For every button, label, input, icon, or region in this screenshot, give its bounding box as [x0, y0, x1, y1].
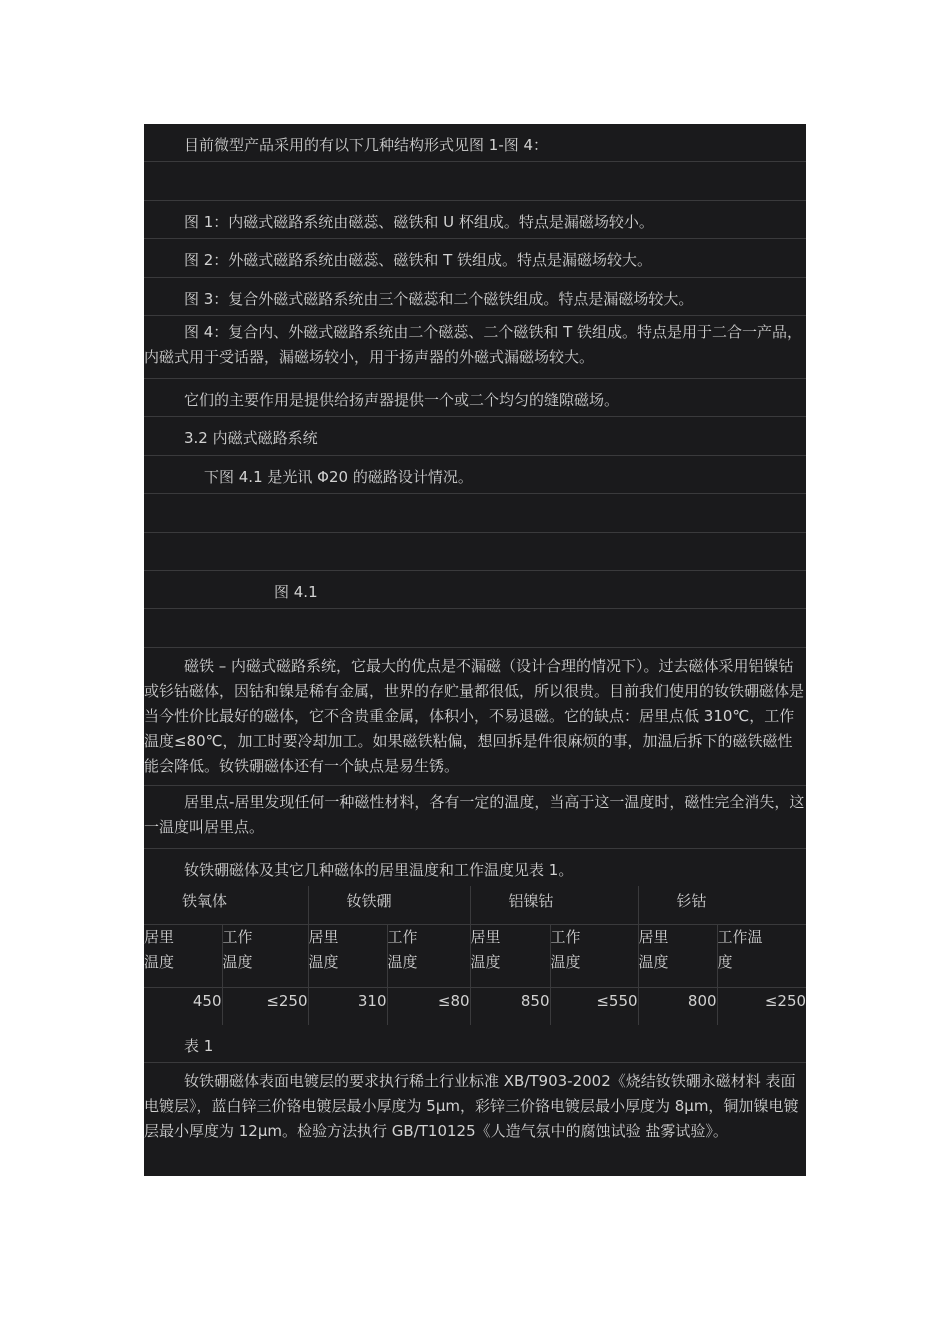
paragraph-fig2: 图 2：外磁式磁路系统由磁蕊、磁铁和 T 铁组成。特点是漏磁场较大。 [144, 239, 806, 277]
table-cell-value: 310 [308, 987, 387, 1025]
table-cell-value: ≤550 [550, 987, 638, 1025]
blank-row [144, 609, 806, 647]
content-block-table [144, 886, 806, 1176]
curie-temp-header: 居里 温度 [470, 924, 550, 987]
paragraph-function: 它们的主要作用是提供给扬声器提供一个或二个均匀的缝隙磁场。 [144, 379, 806, 417]
paragraph-figure-ref: 下图 4.1 是光讯 Φ20 的磁路设计情况。 [144, 456, 806, 494]
content-block-top [144, 124, 806, 887]
work-temp-header: 工作温 度 [717, 924, 806, 987]
table-cell-value: 850 [470, 987, 550, 1025]
curie-temp-header: 居里 温度 [638, 924, 717, 987]
curie-temp-header: 居里 温度 [308, 924, 387, 987]
paragraph-fig3: 图 3：复合外磁式磁路系统由三个磁蕊和二个磁铁组成。特点是漏磁场较大。 [144, 278, 806, 316]
blank-row [144, 494, 806, 532]
blank-row [144, 162, 806, 200]
paragraph-fig1: 图 1：内磁式磁路系统由磁蕊、磁铁和 U 杯组成。特点是漏磁场较小。 [144, 201, 806, 239]
table-cell-value: 450 [144, 987, 222, 1025]
figure-caption: 图 4.1 [144, 571, 806, 609]
table-cell-value: ≤250 [764, 991, 807, 1010]
table-caption: 表 1 [144, 1025, 806, 1063]
paragraph-intro: 目前微型产品采用的有以下几种结构形式见图 1-图 4： [144, 124, 806, 162]
paragraph-curie: 居里点-居里发现任何一种磁性材料，各有一定的温度，当高于这一温度时，磁性完全消失，这一温度叫居里点。 [144, 786, 806, 849]
section-heading-3-2: 3.2 内磁式磁路系统 [144, 417, 806, 455]
paragraph-plating: 钕铁硼磁体表面电镀层的要求执行稀土行业标准 XB/T903-2002《烧结钕铁硼永磁材料 表面电镀层》，蓝白锌三价铬电镀层最小厚度为 5μm，彩锌三价铬电镀层最小厚度为 8μm，铜加镍电镀层最小厚度为 12μm。检验方法执行 GB/T10125《人造气氛中的腐蚀试验 盐雾试验》。 [144, 1072, 799, 1141]
table-cell-value: 800 [638, 987, 717, 1025]
paragraph-fig4: 图 4：复合内、外磁式磁路系统由二个磁蕊、二个磁铁和 T 铁组成。特点是用于二合一产品，内磁式用于受话器，漏磁场较小，用于扬声器的外磁式漏磁场较大。 [144, 316, 806, 379]
blank-row [144, 533, 806, 571]
table-cell-value: ≤80 [387, 987, 470, 1025]
material-header-alnico: 铝镍钴 [470, 886, 638, 924]
work-temp-header: 工作 温度 [222, 924, 308, 987]
table-cell-value: ≤250 [222, 987, 308, 1025]
work-temp-header: 工作 温度 [550, 924, 638, 987]
curie-temp-header: 居里 温度 [144, 924, 222, 987]
temperature-table [144, 886, 806, 1025]
paragraph-magnet: 磁铁 – 内磁式磁路系统，它最大的优点是不漏磁（设计合理的情况下）。过去磁体采用铝镍钴或钐钴磁体，因钴和镍是稀有金属，世界的存贮量都很低，所以很贵。目前我们使用的钕铁硼磁体是当今性价比最好的磁体，它不含贵重金属，体积小，不易退磁。它的缺点：居里点低 310℃，工作温度≤80℃，加工时要冷却加工。如果磁铁粘偏，想回拆是件很麻烦的事，加温后拆下的磁铁磁性能会降低。钕铁硼磁体还有一个缺点是易生锈。 [144, 648, 806, 786]
paragraph-table-ref: 钕铁硼磁体及其它几种磁体的居里温度和工作温度见表 1。 [184, 860, 574, 879]
work-temp-header: 工作 温度 [387, 924, 470, 987]
material-header-ferrite: 铁氧体 [144, 886, 308, 924]
material-header-smco: 钐钴 [638, 886, 806, 924]
material-header-ndfeb: 钕铁硼 [308, 886, 470, 924]
